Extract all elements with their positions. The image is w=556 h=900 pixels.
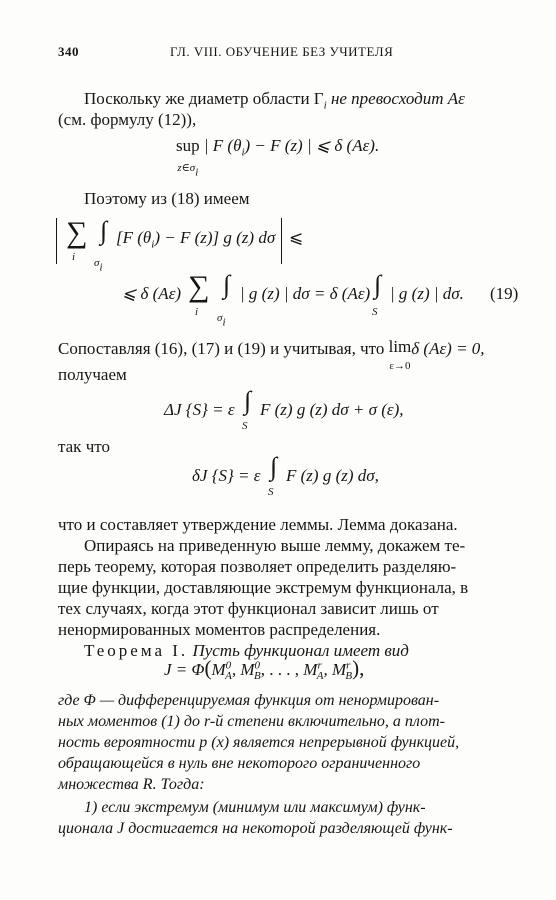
theorem-where-line5: множества R. Тогда: [58,776,205,793]
paragraph-theorem-intro-line4: щие функции, доставляющие экстремум функционала, в [58,578,469,597]
theorem-item-1-line2: ционала J достигается на некоторой разделяющей функ- [58,820,453,837]
book-page: 340 ГЛ. VIII. ОБУЧЕНИЕ БЕЗ УЧИТЕЛЯ Поскольку же диаметр области $\Gamma_i$ не превосходит Aε (см. формулу (12)), sup $z\in\sigma_i$ | F $(\theta_i) - F$ (z) | ⩽ δ (Aε). Поэтому из (18) имеем ∑ i ∫ $\sigma_i$ [F $(\theta_i) - F$ (z)] g (z) dσ ⩽ ⩽ δ (Aε) ∑ i ∫ $\sigma_i$ | g (z) | dσ = δ (Aε) ∫ S | g (z) | dσ. (19) Сопоставляя (16), (17) и (19) и учитывая, что lim ε→0δ (Aε) = 0, получаем ΔJ {S} = ε ∫ S F (z) g (z) dσ + σ (ε), так что δJ {S} = ε ∫ S F (z) g (z) dσ, что и составляет утверждение леммы. Лемма доказана. Опираясь на приведенную выше лемму, докажем те- перь теорему, которая позволяет определить разделяю- щие функции, доставляющие экстремум функционала, в тех случаях, когда этот функционал зависит лишь от ненормированных моментов распределения. Теорема I. Пусть функционал имеет вид $J = \Phi(M^0_A$, $M^0_B$, . . . , $M^r_A$, $M^r_B$), где Φ — дифференцируемая функция от ненормирован- ных моментов (1) до r-й степени включительно, а плот- ность вероятности p (x) является непрерывной функцией, обращающейся в нуль вне некоторого ограниченного множества R. Тогда: 1) если экстремум (минимум или максимум) функ- ционала J достигается на некоторой разделяющей функ- [0,0,556,900]
abs-bar-right [281,218,284,264]
paragraph-diameter: Поскольку же диаметр области $\Gamma_i$ не превосходит Aε [84,89,465,112]
paragraph-comparing: Сопоставляя (16), (17) и (19) и учитывая, что lim ε→0δ (Aε) = 0, [58,337,485,372]
abs-bar-left [56,218,59,264]
equation-variation-j: δJ {S} = ε ∫ S F (z) g (z) dσ, [192,452,379,498]
running-title: ГЛ. VIII. ОБУЧЕНИЕ БЕЗ УЧИТЕЛЯ [170,44,394,59]
equation-j-functional: $J = \Phi(M^0_A$, $M^0_B$, . . . , $M^r_A$, $M^r_B$), [164,656,365,683]
paragraph-therefore: Поэтому из (18) имеем [84,189,250,208]
theorem-where-line2: ных моментов (1) до r-й степени включительно, а плот- [58,713,445,730]
paragraph-comparing-line2: получаем [58,365,127,384]
theorem-where-line3: ность вероятности p (x) является непрерывной функцией, [58,734,460,751]
equation-delta-j: ΔJ {S} = ε ∫ S F (z) g (z) dσ + σ (ε), [164,386,404,432]
paragraph-theorem-intro-line5: тех случаях, когда этот функционал зависит лишь от [58,599,439,618]
equation-sup: sup $z\in\sigma_i$ | F $(\theta_i) - F$ (z) | ⩽ δ (Aε). [176,136,380,179]
page-number: 340 [58,44,79,59]
paragraph-theorem-intro-line6: ненормированных моментов распределения. [58,620,381,639]
equation-number: (19) [490,284,519,303]
paragraph-theorem-intro-line3: перь теорему, которая позволяет определить разделяю- [58,557,457,576]
paragraph-lemma-proved: что и составляет утверждение леммы. Лемма доказана. [58,515,458,534]
theorem-item-1: 1) если экстремум (минимум или максимум) функ- [84,799,426,816]
theorem-where-line4: обращающейся в нуль вне некоторого ограниченного [58,755,421,772]
theorem-label: Теорема I. [84,641,189,660]
theorem-statement: Теорема I. Пусть функционал имеет вид [84,641,409,660]
paragraph-diameter-line2: (см. формулу (12)), [58,110,197,129]
paragraph-theorem-intro: Опираясь на приведенную выше лемму, докажем те- [84,536,466,555]
paragraph-so-that: так что [58,437,110,456]
theorem-where: где Φ — дифференцируемая функция от ненормирован- [58,692,440,709]
equation-19-line2: ⩽ δ (Aε) ∑ i ∫ $\sigma_i$ | g (z) | dσ = δ (Aε) ∫ S | g (z) | dσ. (19) [122,270,519,329]
